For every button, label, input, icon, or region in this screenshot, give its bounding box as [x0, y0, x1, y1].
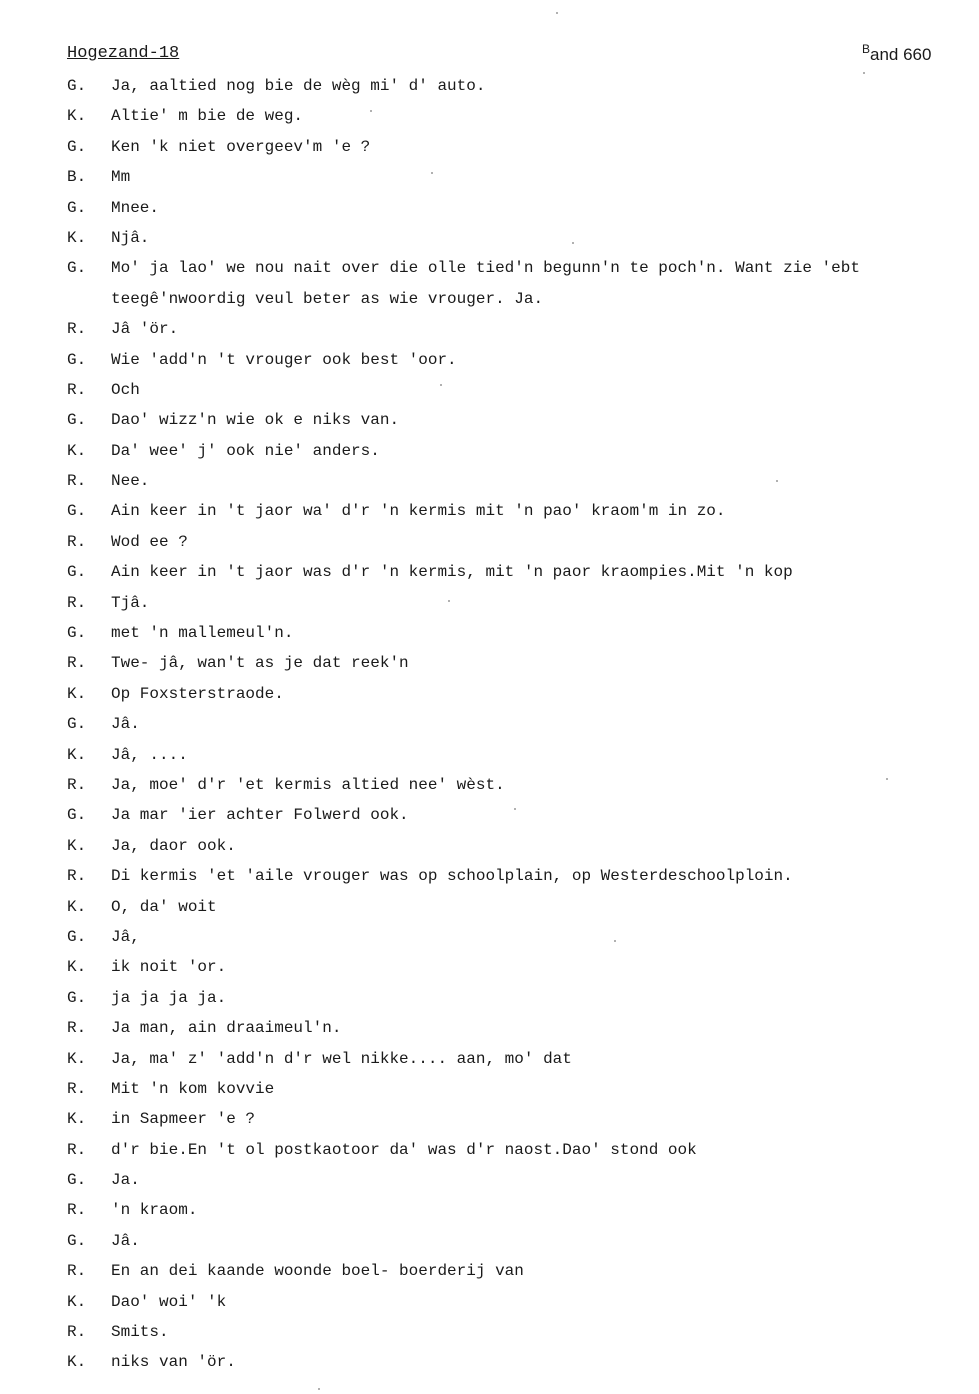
utterance-text: Nee.: [111, 472, 150, 491]
utterance-text: Ja, daor ook.: [111, 836, 236, 855]
speaker-label: R.: [67, 867, 87, 886]
speaker-label: G.: [67, 77, 87, 95]
transcript-line: [67, 864, 957, 894]
speaker-label: G.: [67, 988, 87, 1007]
utterance-text: d'r bie.En 't ol postkaotoor da' was d'r naost.Dao' stond ook: [111, 1140, 697, 1159]
utterance-text: niks van 'ör.: [111, 1353, 236, 1372]
utterance-text: Mm: [111, 168, 131, 187]
speaker-label: R.: [67, 1140, 87, 1159]
utterance-text: Mnee.: [111, 198, 160, 217]
utterance-text: Ja, aaltied nog bie de wèg mi' d' auto.: [111, 77, 486, 95]
speaker-label: G.: [67, 350, 87, 369]
transcript-line: [67, 439, 957, 469]
transcript-line: [67, 1138, 957, 1168]
transcript-line: [67, 925, 957, 955]
utterance-text: Dao' wizz'n wie ok e niks van.: [111, 411, 400, 430]
utterance-text: Ja, ma' z' 'add'n d'r wel nikke.... aan, mo' dat: [111, 1049, 572, 1068]
scan-speck: [431, 172, 433, 174]
transcript-line: [67, 408, 957, 438]
transcript-line: [67, 1229, 957, 1259]
utterance-text: Ja mar 'ier achter Folwerd ook.: [111, 806, 409, 825]
speaker-label: K.: [67, 1049, 87, 1068]
utterance-text: met 'n mallemeul'n.: [111, 624, 294, 643]
transcript-line: [67, 348, 957, 378]
utterance-text: Twe- jâ, wan't as je dat reek'n: [111, 654, 409, 673]
speaker-label: K.: [67, 228, 87, 247]
transcript-line: [67, 773, 957, 803]
utterance-text: Jâ.: [111, 715, 140, 734]
transcript-line: [67, 530, 957, 560]
transcript-line: [67, 256, 957, 286]
transcript-line: [67, 226, 957, 256]
speaker-label: G.: [67, 411, 87, 430]
transcript-line: [67, 135, 957, 165]
speaker-label: G.: [67, 715, 87, 734]
speaker-label: G.: [67, 137, 87, 156]
speaker-label: K.: [67, 958, 87, 977]
transcript-body: [67, 74, 957, 1381]
scan-speck: [514, 808, 516, 810]
transcript-line: [67, 1077, 957, 1107]
speaker-label: G.: [67, 927, 87, 946]
utterance-text: 'n kraom.: [111, 1201, 198, 1220]
speaker-label: R.: [67, 320, 87, 339]
speaker-label: K.: [67, 836, 87, 855]
speaker-label: K.: [67, 684, 87, 703]
speaker-label: G.: [67, 1231, 87, 1250]
speaker-label: K.: [67, 1110, 87, 1129]
speaker-label: K.: [67, 897, 87, 916]
transcript-line: [67, 104, 957, 134]
transcript-line: [67, 74, 957, 104]
scan-speck: [556, 12, 558, 14]
utterance-text: Njâ.: [111, 228, 150, 247]
transcript-line: [67, 560, 957, 590]
transcript-line: [67, 1259, 957, 1289]
speaker-label: R.: [67, 593, 87, 612]
scan-speck: [370, 110, 372, 112]
utterance-text: ja ja ja ja.: [111, 988, 227, 1007]
transcript-line: [67, 196, 957, 226]
transcript-line: [67, 1290, 957, 1320]
utterance-text: Wie 'add'n 't vrouger ook best 'oor.: [111, 350, 457, 369]
scan-speck: [614, 940, 616, 942]
scan-speck: [776, 480, 778, 482]
scan-speck: [886, 778, 888, 780]
speaker-label: R.: [67, 532, 87, 551]
band-sup: B: [862, 42, 871, 56]
speaker-label: G.: [67, 198, 87, 217]
scan-speck: [572, 242, 574, 244]
speaker-label: K.: [67, 745, 87, 764]
transcript-line: [67, 378, 957, 408]
speaker-label: R.: [67, 1079, 87, 1098]
utterance-text: Di kermis 'et 'aile vrouger was op schoolplain, op Westerdeschoolploin.: [111, 867, 793, 886]
utterance-text: Tjâ.: [111, 593, 150, 612]
transcript-line: [67, 1047, 957, 1077]
utterance-text: ik noit 'or.: [111, 958, 227, 977]
utterance-text: Ja man, ain draaimeul'n.: [111, 1019, 342, 1038]
utterance-text: Dao' woi' 'k: [111, 1292, 227, 1311]
transcript-line: [67, 165, 957, 195]
utterance-text: Ja.: [111, 1171, 140, 1190]
transcript-line: [67, 317, 957, 347]
speaker-label: G.: [67, 624, 87, 643]
utterance-text: O, da' woit: [111, 897, 217, 916]
utterance-text: Jâ 'ör.: [111, 320, 179, 339]
speaker-label: G.: [67, 259, 87, 278]
transcript-line: [67, 621, 957, 651]
utterance-text: Jâ,: [111, 927, 140, 946]
speaker-label: K.: [67, 441, 87, 460]
utterance-text: Jâ, ....: [111, 745, 188, 764]
transcript-line: [67, 834, 957, 864]
transcript-line: [67, 651, 957, 681]
transcript-line: [67, 1198, 957, 1228]
utterance-text: Ain keer in 't jaor was d'r 'n kermis, mit 'n paor kraompies.Mit 'n kop: [111, 563, 793, 582]
speaker-label: G.: [67, 806, 87, 825]
utterance-text: teegê'nwoordig veul beter as wie vrouger. Ja.: [111, 289, 544, 308]
band-number: [862, 42, 931, 65]
utterance-text: Ain keer in 't jaor wa' d'r 'n kermis mit 'n pao' kraom'm in zo.: [111, 502, 726, 521]
utterance-text: En an dei kaande woonde boel- boerderij van: [111, 1262, 524, 1281]
utterance-text: Smits.: [111, 1323, 169, 1342]
speaker-label: R.: [67, 654, 87, 673]
transcript-line: [67, 469, 957, 499]
utterance-text: Wod ee ?: [111, 532, 188, 551]
transcript-line: [67, 986, 957, 1016]
utterance-text: Ken 'k niet overgeev'm 'e ?: [111, 137, 371, 156]
transcript-line: [67, 287, 957, 317]
speaker-label: K.: [67, 107, 87, 126]
speaker-label: K.: [67, 1292, 87, 1311]
transcript-line: [67, 895, 957, 925]
speaker-label: R.: [67, 1323, 87, 1342]
speaker-label: R.: [67, 775, 87, 794]
transcript-line: [67, 1320, 957, 1350]
utterance-text: Mit 'n kom kovvie: [111, 1079, 275, 1098]
transcript-line: [67, 803, 957, 833]
speaker-label: K.: [67, 1353, 87, 1372]
transcript-line: [67, 1107, 957, 1137]
transcript-line: [67, 499, 957, 529]
utterance-text: in Sapmeer 'e ?: [111, 1110, 256, 1129]
page-header-title: Hogezand-18: [67, 44, 180, 63]
utterance-text: Altie' m bie de weg.: [111, 107, 304, 126]
speaker-label: G.: [67, 1171, 87, 1190]
utterance-text: Och: [111, 380, 140, 399]
utterance-text: Op Foxsterstraode.: [111, 684, 284, 703]
scan-speck: [318, 1388, 320, 1390]
transcript-line: [67, 743, 957, 773]
transcript-line: [67, 682, 957, 712]
utterance-text: Ja, moe' d'r 'et kermis altied nee' wèst.: [111, 775, 505, 794]
band-text: and 660: [870, 45, 932, 64]
transcript-line: [67, 591, 957, 621]
speaker-label: R.: [67, 1262, 87, 1281]
transcript-line: [67, 1350, 957, 1380]
speaker-label: R.: [67, 1019, 87, 1038]
speaker-label: R.: [67, 380, 87, 399]
speaker-label: R.: [67, 1201, 87, 1220]
speaker-label: G.: [67, 502, 87, 521]
scan-speck: [440, 384, 442, 386]
utterance-text: Jâ.: [111, 1231, 140, 1250]
scan-speck: [448, 600, 450, 602]
transcript-line: [67, 712, 957, 742]
transcript-line: [67, 955, 957, 985]
utterance-text: Da' wee' j' ook nie' anders.: [111, 441, 380, 460]
speaker-label: R.: [67, 472, 87, 491]
scan-speck: [863, 72, 865, 74]
transcript-line: [67, 1016, 957, 1046]
utterance-text: Mo' ja lao' we nou nait over die olle tied'n begunn'n te poch'n. Want zie 'ebt: [111, 259, 860, 278]
speaker-label: G.: [67, 563, 87, 582]
speaker-label: B.: [67, 168, 87, 187]
transcript-line: [67, 1168, 957, 1198]
